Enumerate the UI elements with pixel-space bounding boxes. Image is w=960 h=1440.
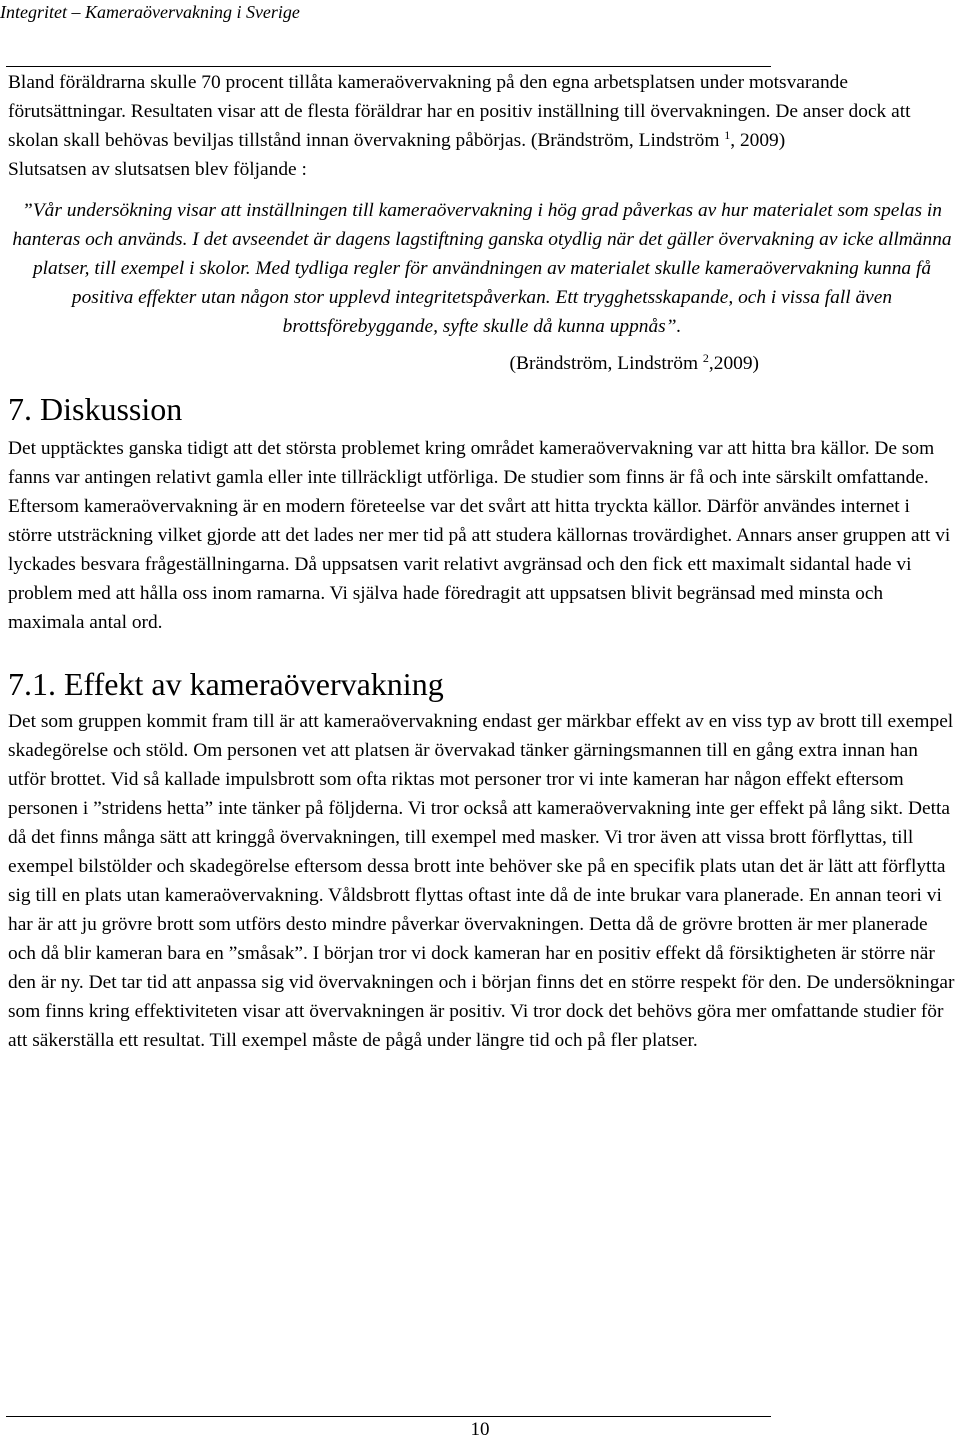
section-heading-diskussion: 7. Diskussion	[8, 391, 183, 427]
intro-paragraph-tail: , 2009)	[730, 130, 786, 151]
conclusion-lead: Slutsatsen av slutsatsen blev följande :	[8, 159, 307, 180]
header-rule	[6, 66, 771, 67]
footnote-ref-2: 2	[702, 351, 709, 365]
footer-rule	[6, 1416, 771, 1417]
section-heading-effekt: 7.1. Effekt av kameraövervakning	[8, 666, 444, 702]
intro-paragraph	[8, 68, 956, 155]
citation-tail: ,2009)	[708, 353, 759, 374]
section-body-diskussion: Det upptäcktes ganska tidigt att det största problemet kring området kameraövervakning var att hitta bra källor. De som fanns var antingen relativt gamla eller inte tillräckligt utförliga. De studier som finns är få och inte särskilt omfattande. Eftersom kameraövervakning är en modern företeelse var det svårt att hitta tryckta källor. Därför användes internet i större utsträckning vilket gjorde att det lades ner mer tid på att studera källornas trovärdighet. Annars anser gruppen att vi lyckades besvara frågeställningarna. Då uppsatsen varit relativt avgränsad och den fick ett maximalt sidantal hade vi problem med att hålla oss inom ramarna. Vi själva hade föredragit att uppsatsen blivit begränsad med minsta och maximala antal ord.	[8, 438, 951, 633]
running-header: Integritet – Kameraövervakning i Sverige	[0, 2, 300, 22]
intro-paragraph-text: Bland föräldrarna skulle 70 procent tillåta kameraövervakning på den egna arbetsplatsen under motsvarande förutsättningar. Resultaten visar att de flesta föräldrar har en positiv inställning till övervakningen. De anser dock att skolan skall behövas beviljas tillstånd innan övervakning påbörjas. (Brändström, Lindström	[8, 72, 911, 151]
page-content	[8, 68, 956, 1055]
block-quote: ”Vår undersökning visar att inställningen till kameraövervakning i hög grad påverkas av hur materialet som spelas in hanteras och används. I det avseendet är dagens lagstiftning ganska otydlig när det gäller övervakning av icke allmänna platser, till exempel i skolor. Med tydliga regler för användningen av materialet skulle kameraövervakning kunna få positiva effekter utan någon stor upplevd integritetspåverkan. Ett trygghetsskapande, och i vissa fall även brottsförebyggande, syfte skulle då kunna uppnås”.	[12, 200, 952, 337]
page-number: 10	[470, 1419, 490, 1440]
quote-citation	[8, 349, 759, 378]
citation-text: (Brändström, Lindström	[509, 353, 703, 374]
footnote-ref-1: 1	[724, 128, 731, 142]
section-body-effekt: Det som gruppen kommit fram till är att kameraövervakning endast ger märkbar effekt av en viss typ av brott till exempel skadegörelse och stöld. Om personen vet att platsen är övervakad tänker gärningsmannen till en gång extra innan han utför brottet. Vid så kallade impulsbrott som ofta riktas mot personer tror vi inte kameran har någon effekt eftersom personen i ”stridens hetta” inte tänker på följderna. Vi tror också att kameraövervakning inte ger effekt på lång sikt. Detta då det finns många sätt att kringgå övervakningen, till exempel med masker. Vi tror även att vissa brott förflyttas, till exempel bilstölder och skadegörelse eftersom dessa brott inte behöver ske på en specifik plats utan det är lätt att förflytta sig till en plats utan kameraövervakning. Våldsbrott flyttas oftast inte då de inte brukar vara planerade. En annan teori vi har är att ju grövre brott som utförs desto mindre påverkar övervakningen. Detta då de grövre brotten är mer planerade och då blir kameran bara en ”småsak”. I början tror vi dock kameran har en positiv effekt då försiktigheten är större när den är ny. Det tar tid att anpassa sig vid övervakningen och i början finns det en större respekt för den. De undersökningar som finns kring effektiviteten visar att övervakningen är positiv. Vi tror dock det behövs göra mer omfattande studier för att säkerställa ett resultat. Till exempel måste de pågå under längre tid och på fler platser.	[8, 711, 955, 1051]
